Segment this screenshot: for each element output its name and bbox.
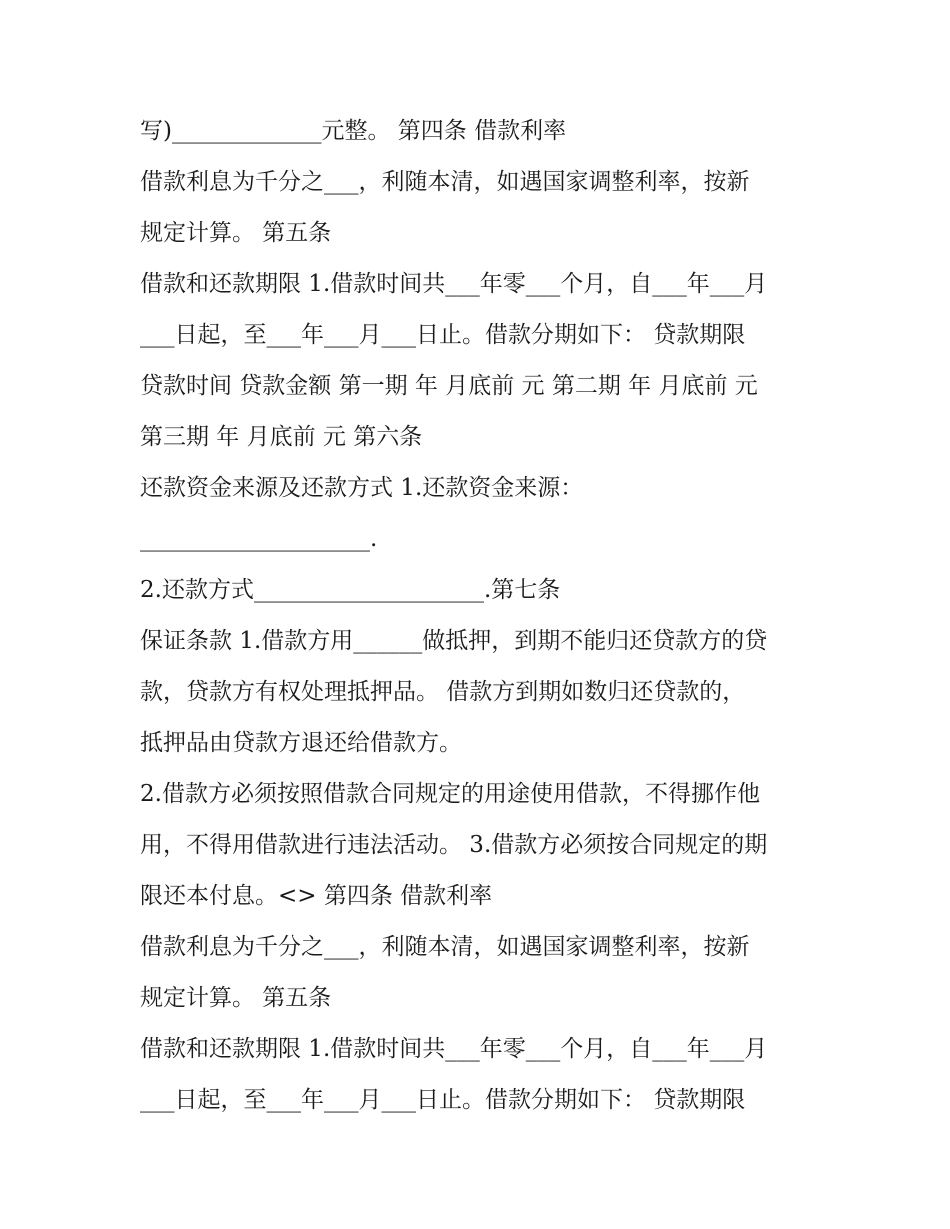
contract-text — [140, 106, 820, 1126]
text-line: 贷款时间 贷款金额 第一期 年 月底前 元 第二期 年 月底前 元 — [140, 373, 758, 399]
text-line: 写)_____________元整。 第四条 借款利率 — [140, 118, 567, 144]
text-line: ___日起，至___年___月___日止。借款分期如下： 贷款期限 — [140, 322, 746, 348]
text-line: ___日起，至___年___月___日止。借款分期如下： 贷款期限 — [140, 1087, 746, 1113]
text-line: 用，不得用借款进行违法活动。 3.借款方必须按合同规定的期 — [140, 832, 768, 858]
text-line: 规定计算。 第五条 — [140, 985, 332, 1011]
text-line: 借款和还款期限 1.借款时间共___年零___个月，自___年___月 — [140, 1036, 768, 1062]
text-line: 2.借款方必须按照借款合同规定的用途使用借款，不得挪作他 — [140, 781, 760, 807]
text-line: 第三期 年 月底前 元 第六条 — [140, 424, 423, 450]
text-line: 款，贷款方有权处理抵押品。 借款方到期如数归还贷款的， — [140, 679, 746, 705]
text-line: ____________________. — [140, 526, 378, 552]
text-line: 还款资金来源及还款方式 1.还款资金来源： — [140, 475, 584, 501]
text-line: 2.还款方式____________________.第七条 — [140, 577, 561, 603]
text-line: 借款利息为千分之___，利随本清，如遇国家调整利率，按新 — [140, 934, 750, 960]
text-line: 借款利息为千分之___，利随本清，如遇国家调整利率，按新 — [140, 169, 750, 195]
text-line: 抵押品由贷款方退还给借款方。 — [140, 730, 462, 756]
text-line: 保证条款 1.借款方用______做抵押，到期不能归还贷款方的贷 — [140, 628, 768, 654]
text-line: 借款和还款期限 1.借款时间共___年零___个月，自___年___月 — [140, 271, 768, 297]
text-line: 规定计算。 第五条 — [140, 220, 332, 246]
text-line: 限还本付息。<> 第四条 借款利率 — [140, 883, 493, 909]
